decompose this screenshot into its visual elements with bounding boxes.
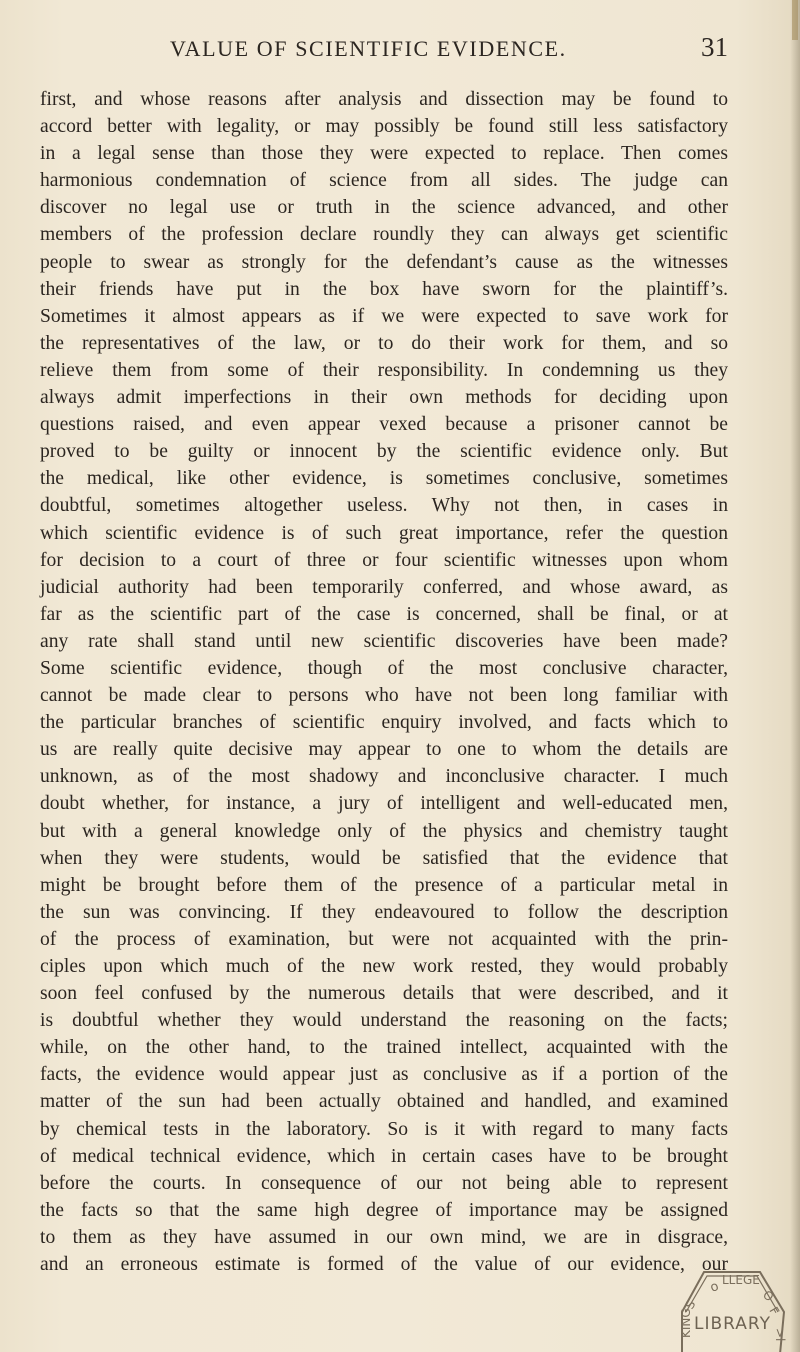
svg-text:>l: >l	[773, 1328, 787, 1342]
text-line: harmonious condemnation of science from all sides. The judge can	[40, 170, 728, 192]
text-line: of medical technical evidence, which in certain cases have to be brought	[40, 1145, 728, 1167]
running-head: VALUE OF SCIENTIFIC EVIDENCE.	[170, 36, 567, 61]
text-line: people to swear as strongly for the defendant’s cause as the witnesses	[40, 251, 728, 273]
text-line: before the courts. In consequence of our not being able to represent	[40, 1172, 728, 1194]
text-line: for decision to a court of three or four scientific witnesses upon whom	[40, 549, 728, 571]
text-line: the medical, like other evidence, is sometimes conclusive, sometimes	[40, 468, 728, 490]
text-line: facts, the evidence would appear just as conclusive as if a portion of the	[40, 1064, 728, 1086]
text-line: unknown, as of the most shadowy and inconclusive character. I much	[40, 766, 728, 788]
svg-text:O: O	[760, 1287, 777, 1305]
svg-text:KING: KING	[679, 1308, 693, 1338]
text-line: while, on the other hand, to the trained intellect, acquainted with the	[40, 1037, 728, 1059]
body-text	[40, 86, 728, 1278]
text-line: relieve them from some of their responsibility. In condemning us they	[40, 359, 728, 381]
text-line: ciples upon which much of the new work rested, they would probably	[40, 956, 728, 977]
text-line: and an erroneous estimate is formed of the value of our evidence, our	[40, 1254, 728, 1276]
svg-text:S: S	[682, 1297, 699, 1312]
text-line: any rate shall stand until new scientific discoveries have been made?	[40, 630, 728, 652]
library-stamp-seal	[672, 1254, 792, 1352]
library-stamp	[672, 1254, 792, 1352]
text-line: when they were students, would be satisfied that the evidence that	[40, 847, 728, 869]
text-line: Sometimes it almost appears as if we were expected to save work for	[40, 305, 728, 327]
page-header	[40, 32, 728, 76]
page-number: 31	[701, 32, 728, 62]
text-line: proved to be guilty or innocent by the scientific evidence only. But	[40, 441, 728, 463]
text-line: doubt whether, for instance, a jury of intelligent and well-educated men,	[40, 793, 728, 815]
text-line: matter of the sun had been actually obtained and handled, and examined	[40, 1091, 728, 1113]
svg-text:LLEGE: LLEGE	[722, 1273, 760, 1287]
text-line: which scientific evidence is of such great importance, refer the question	[40, 522, 728, 544]
text-line: members of the profession declare roundly they can always get scientific	[40, 224, 728, 246]
text-line: soon feel confused by the numerous details that were described, and it	[40, 983, 728, 1005]
text-line: cannot be made clear to persons who have not been long familiar with	[40, 685, 728, 707]
text-line: accord better with legality, or may possibly be found still less satisfactory	[40, 116, 728, 138]
text-line: in a legal sense than those they were expected to replace. Then comes	[40, 143, 728, 165]
text-line: by chemical tests in the laboratory. So is it with regard to many facts	[40, 1118, 728, 1140]
text-line: might be brought before them of the presence of a particular metal in	[40, 874, 728, 896]
text-line: the particular branches of scientific enquiry involved, and facts which to	[40, 712, 728, 734]
page-edge-mark	[792, 0, 798, 40]
text-line: judicial authority had been temporarily conferred, and whose award, as	[40, 576, 728, 598]
text-line: of the process of examination, but were not acquainted with the prin-	[40, 928, 728, 950]
page-edge-shadow	[790, 0, 800, 1352]
svg-text:o: o	[708, 1278, 721, 1296]
text-line: questions raised, and even appear vexed because a prisoner cannot be	[40, 414, 728, 436]
text-line: the sun was convincing. If they endeavoured to follow the description	[40, 901, 728, 923]
text-line: always admit imperfections in their own methods for deciding upon	[40, 387, 728, 409]
text-line: but with a general knowledge only of the physics and chemistry taught	[40, 820, 728, 842]
text-line: the facts so that the same high degree of importance may be assigned	[40, 1199, 728, 1221]
text-line: us are really quite decisive may appear to one to whom the details are	[40, 739, 728, 761]
text-line: is doubtful whether they would understand the reasoning on the facts;	[40, 1010, 728, 1032]
text-line: far as the scientific part of the case is concerned, shall be final, or at	[40, 603, 728, 625]
text-line: first, and whose reasons after analysis and dissection may be found to	[40, 89, 728, 110]
svg-text:F: F	[766, 1304, 782, 1318]
library-stamp-text: LIBRARY	[694, 1314, 772, 1334]
text-line: Some scientific evidence, though of the most conclusive character,	[40, 657, 728, 679]
text-line: doubtful, sometimes altogether useless. Why not then, in cases in	[40, 495, 728, 517]
text-line: to them as they have assumed in our own mind, we are in disgrace,	[40, 1226, 728, 1248]
text-line: their friends have put in the box have sworn for the plaintiff’s.	[40, 278, 728, 300]
text-line: the representatives of the law, or to do their work for them, and so	[40, 332, 728, 354]
text-line: discover no legal use or truth in the science advanced, and other	[40, 197, 728, 219]
